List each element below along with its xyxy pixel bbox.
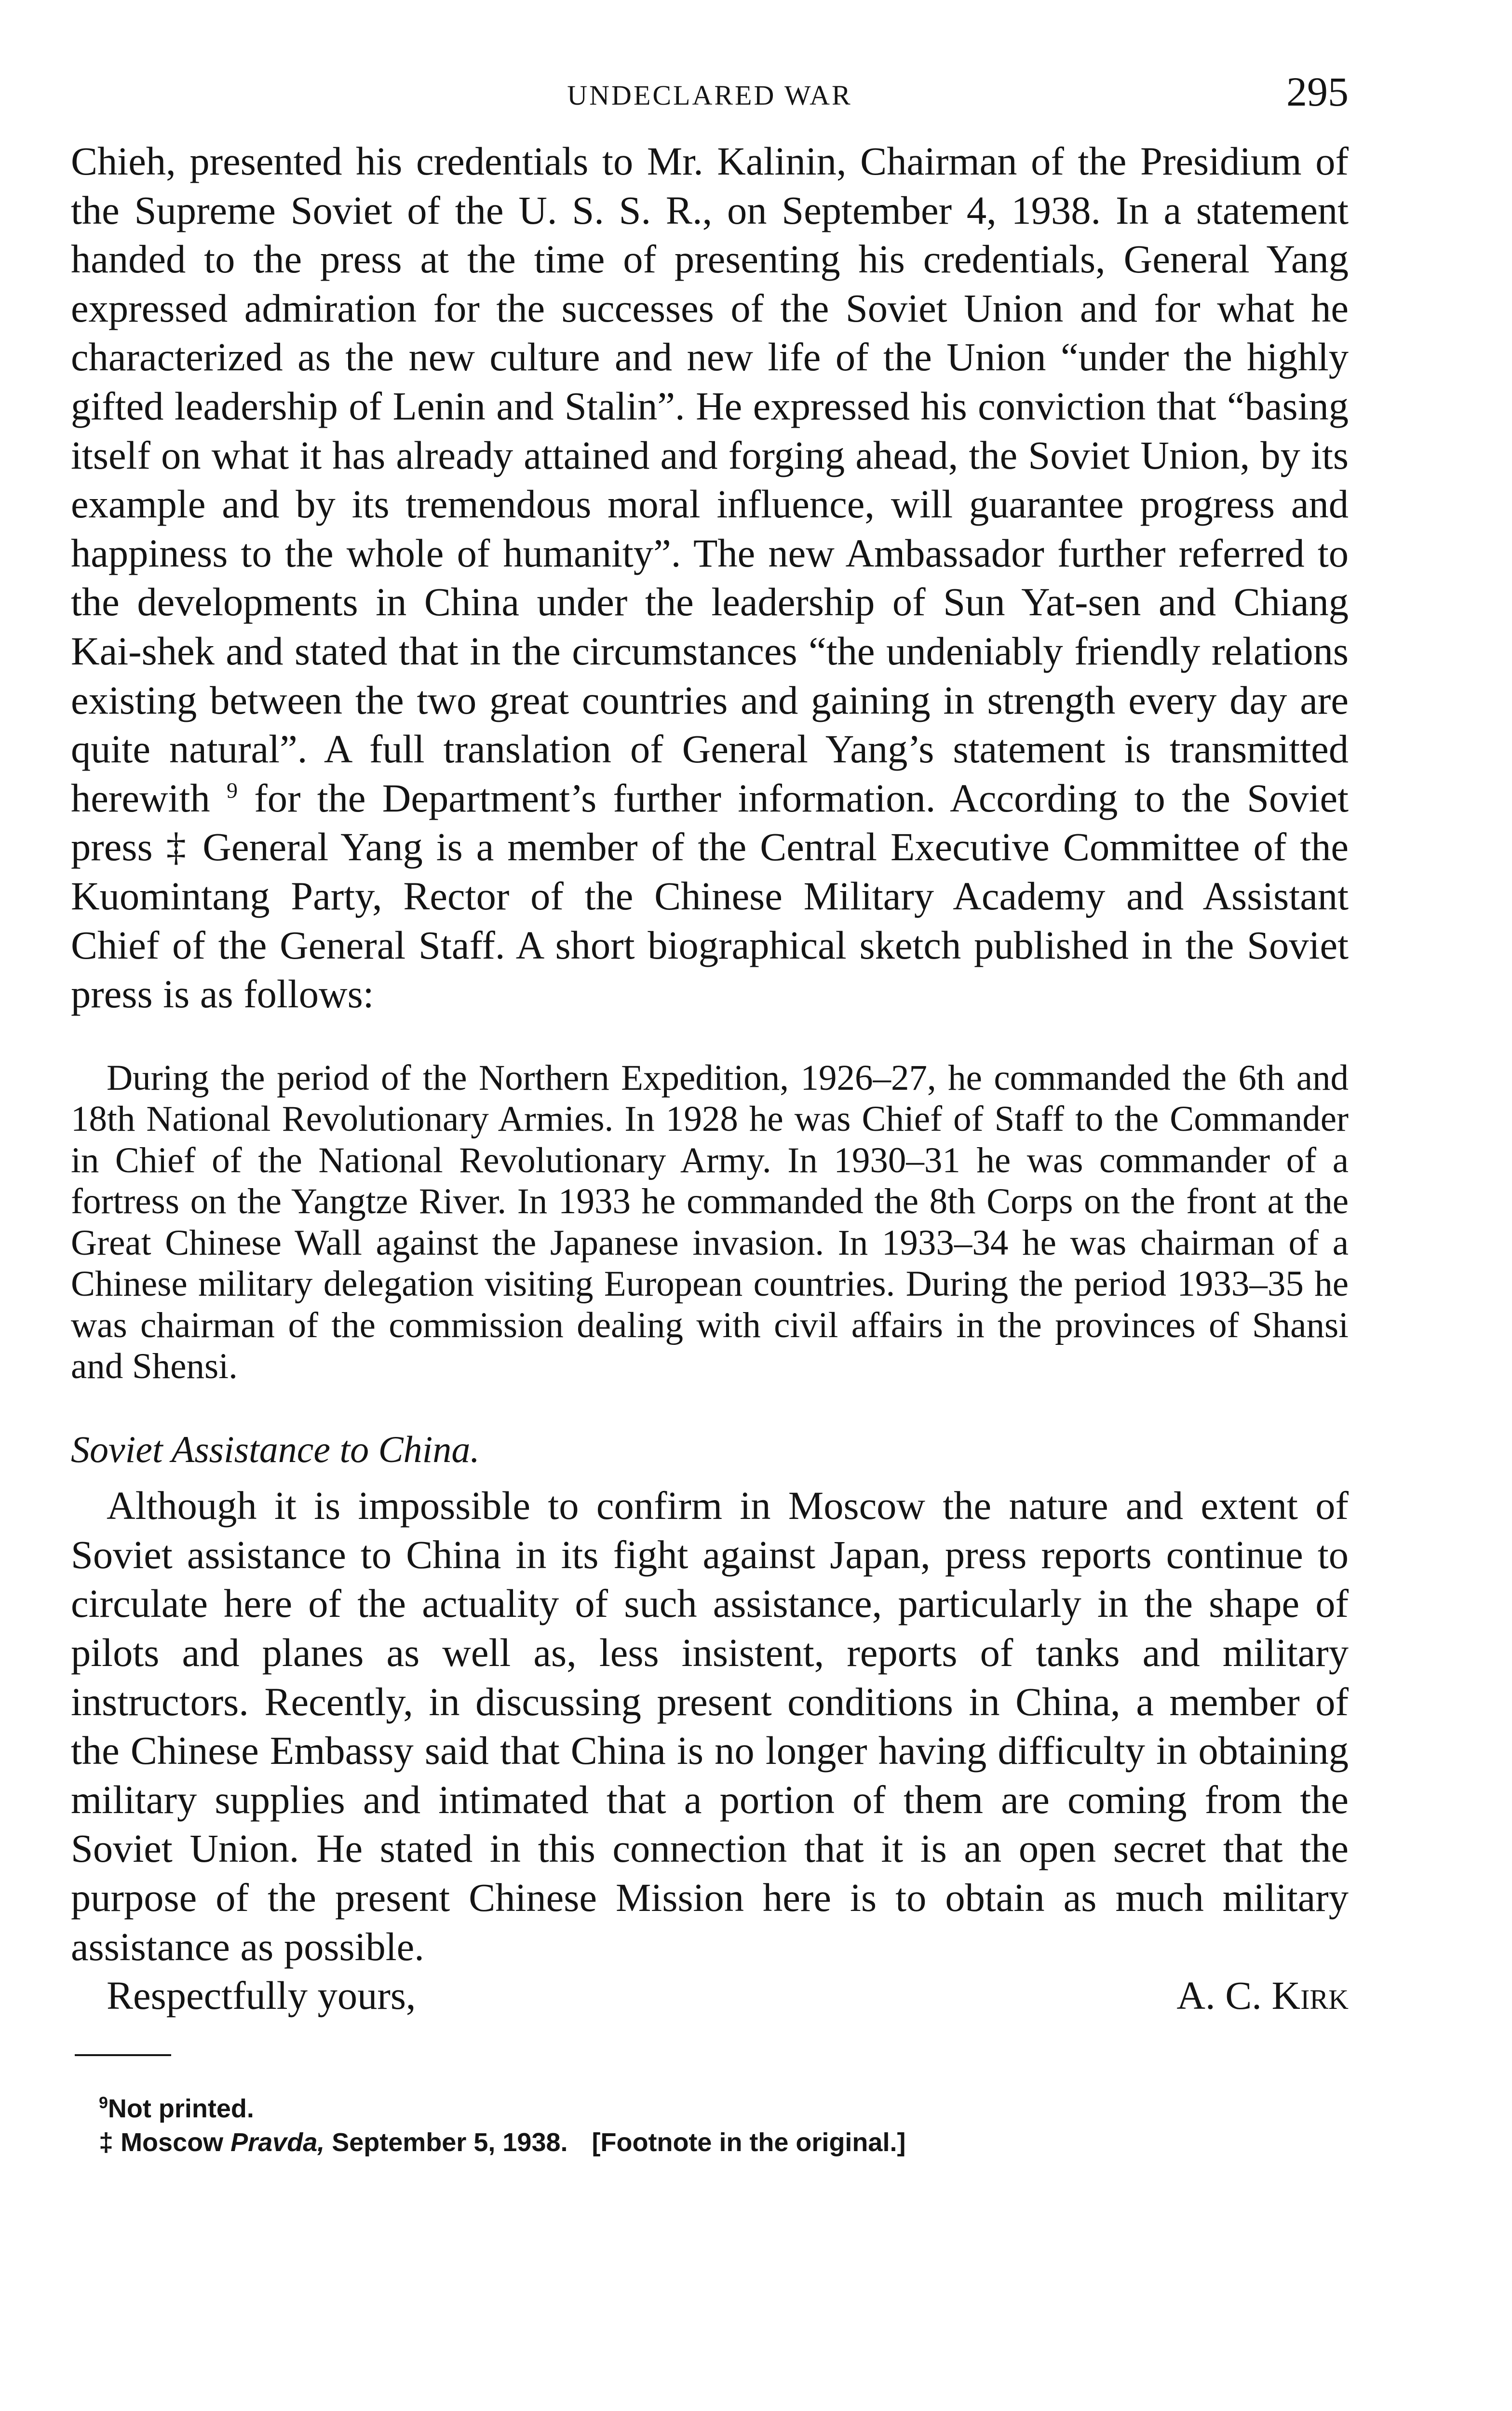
signature — [1176, 1971, 1349, 2020]
footnote-reference-9: 9 — [226, 778, 238, 803]
running-header — [71, 68, 1349, 121]
biographical-sketch-quote: During the period of the Northern Expedition, 1926–27, he commanded the 6th and 18th National Revolutionary Armies. In 1928 he was Chief of Staff to the Commander in Chief of the National Revolutionary Army. In 1930–31 he was commander of a fortress on the Yangtze River. In 1933 he commanded the 8th Corps on the front at the Great Chinese Wall against the Japanese invasion. In 1933–34 he was chairman of a Chinese military delegation visiting European countries. During the period 1933–35 he was chairman of the commission dealing with civil affairs in the provinces of Shansi and Shensi. — [71, 1057, 1349, 1387]
footnote-reference-double-dagger: ‡ — [166, 825, 189, 869]
footnote-divider — [75, 2054, 171, 2056]
footnote-text-before: Moscow — [121, 2128, 224, 2157]
letter-closing — [71, 1971, 1349, 2020]
footnote-publication: Pravda, — [230, 2128, 325, 2157]
footnotes — [71, 2092, 1349, 2159]
footnote-9 — [99, 2092, 1349, 2126]
document-page — [71, 68, 1349, 2159]
signature-initials: A. C. — [1176, 1973, 1262, 2018]
footnote-mark: ‡ — [99, 2128, 114, 2157]
closing-salutation: Respectfully yours, — [107, 1973, 416, 2018]
footnote-double-dagger — [99, 2126, 1349, 2159]
running-title: UNDECLARED WAR — [567, 80, 852, 111]
page-number: 295 — [1286, 68, 1349, 115]
paragraph-1-text-part-1: Chieh, presented his credentials to Mr. Kalinin, Chairman of the Presidium of the Supreme Soviet of the U. S. S. R., on September 4, 1938. In a statement handed to the press at the time of presenting his credentials, General Yang expressed admiration for the successes of the Soviet Union and for what he characterized as the new culture and new life of the Union “under the highly gifted leadership of Lenin and Stalin”. He expressed his conviction that “basing itself on what it has already attained and forging ahead, the Soviet Union, by its example and by its tremendous moral influence, will guarantee progress and happiness to the whole of humanity”. The new Ambassador further referred to the developments in China under the leadership of Sun Yat-sen and Chiang Kai-shek and stated that in the circumstances “the undeniably friendly relations existing between the two great countries and gaining in strength every day are quite natural”. A full translation of General Yang’s statement is transmitted herewith — [71, 139, 1349, 820]
footnote-note: [Footnote in the original.] — [592, 2128, 906, 2157]
paragraph-1-text-part-2: for the Department’s further information. According to the Soviet press — [71, 775, 1349, 869]
body-paragraph-2: Although it is impossible to confirm in Moscow the nature and extent of Soviet assistance to China in its fight against Japan, press reports continue to circulate here of the actuality of such assistance, particularly in the shape of pilots and planes as well as, less insistent, reports of tanks and military instructors. Recently, in discussing present conditions in China, a member of the Chinese Embassy said that China is no longer having difficulty in obtaining military supplies and intimated that a portion of them are coming from the Soviet Union. He stated in this connection that it is an open secret that the purpose of the present Chinese Mission here is to obtain as much military assistance as possible. — [71, 1483, 1349, 1969]
footnote-mark: 9 — [99, 2094, 108, 2113]
paragraph-1-text-part-3: General Yang is a member of the Central Executive Committee of the Kuomintang Party, Rector of the Chinese Military Academy and Assistant Chief of the General Staff. A short biographical sketch published in the Soviet press is as follows: — [71, 825, 1349, 1016]
footnote-date: September 5, 1938. — [332, 2128, 568, 2157]
body-paragraph-1 — [71, 137, 1349, 1019]
footnote-text: Not printed. — [108, 2094, 254, 2124]
section-heading: Soviet Assistance to China. — [71, 1428, 480, 1470]
signature-surname: Kirk — [1271, 1973, 1349, 2018]
